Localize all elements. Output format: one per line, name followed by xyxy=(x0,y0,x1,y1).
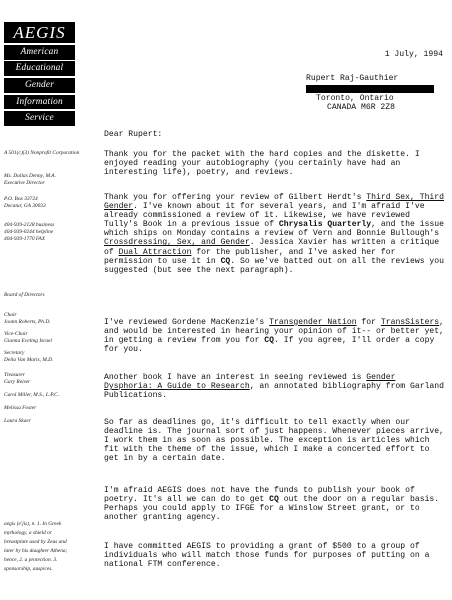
p3-text-a: I've reviewed Gordene MacKenzie's xyxy=(104,318,270,327)
chair-label: Chair xyxy=(4,312,17,318)
paragraph-5 xyxy=(104,418,448,463)
phone-fax: 404-939-1770 FAX xyxy=(4,236,46,243)
phone-helpline: 404-939-0244 helpline xyxy=(4,229,54,236)
magazine-title-chrysalis: Chrysalis Quarterly xyxy=(278,220,372,230)
recipient-country: CANADA M6R 2Z8 xyxy=(327,103,395,112)
paragraph-6 xyxy=(104,486,448,522)
board-chair xyxy=(4,312,86,326)
board-vice-chair xyxy=(4,331,86,345)
magazine-title-transsisters: TransSisters xyxy=(380,318,440,327)
cq-title: CQ xyxy=(220,256,231,266)
phone-business: 404-939-2128 business xyxy=(4,222,55,228)
aegis-definition: aegis (e'jis), n. 1. In Greek mythology, a shield or breastplate used by Zeus and later by his daughter Athena; hence, 2. a protection. 3. sponsorship, auspices. xyxy=(4,521,68,572)
p2-text-f: . So we've batted out on all the reviews you suggested (but see the next paragraph). xyxy=(104,256,445,275)
paragraph-3 xyxy=(104,318,448,354)
salutation: Dear Rupert: xyxy=(104,130,163,139)
vice-chair-name: Gianna Eveling Israel xyxy=(4,338,52,345)
paragraph-7 xyxy=(104,542,448,569)
aegis-logo xyxy=(4,22,75,128)
letter-date: 1 July, 1994 xyxy=(384,50,443,59)
paragraph-4 xyxy=(104,373,448,400)
secretary-name: Delia Van Maris, M.D. xyxy=(4,357,54,364)
p6-text-a: I'm afraid AEGIS does not have the funds to publish your book of poetry. It's all we can do to get xyxy=(104,486,415,505)
recipient-name: Rupert Raj-Gauthier xyxy=(306,74,399,83)
p2-text-b: . I've known about it for several years, and I'm afraid I've already commissioned a review of it. Likewise, we have reviewed Tully's Book in a previous issue of xyxy=(104,202,425,230)
director-block xyxy=(4,173,86,187)
book-title-transgender-nation: Transgender Nation xyxy=(269,318,357,327)
paragraph-1 xyxy=(104,150,448,177)
chair-name: Joann Roberts, Ph.D. xyxy=(4,319,51,326)
board-secretary xyxy=(4,350,86,364)
director-title: Executive Director xyxy=(4,180,45,187)
cq-title: CQ xyxy=(264,336,275,346)
paragraph-5-text: So far as deadlines go, it's difficult to tell exactly when our deadline is. The journal sort of just happens. Whenever pieces arrive, I work them in as soon as possible. The exception is articles which fit with the theme of the issue, which I make a concerted effort to get in by a certain date. xyxy=(104,418,444,464)
p2-text-a: Thank you for offering your review of Gilbert Herdt's xyxy=(104,193,367,202)
p2-text-c: , and the issue which ships on Monday contains a review of Vern and Bonnie Bullough's xyxy=(104,220,445,239)
vice-chair-label: Vice-Chair xyxy=(4,331,28,337)
board-member-1: Carol Miller, M.S., L.P.C. xyxy=(4,392,60,398)
p3-text-d: . If you agree, I'll order a copy for you. xyxy=(104,336,435,355)
board-treasurer xyxy=(4,372,86,386)
logo-line-american: American xyxy=(4,45,75,60)
paragraph-2 xyxy=(104,193,448,275)
redacted-street-address xyxy=(306,85,434,93)
p2-text-e: for the publisher, and I've asked her for permission to use it in xyxy=(104,247,396,266)
paragraph-7-text: I have committed AEGIS to providing a grant of $500 to a group of individuals who will match those funds for purposes of putting on a national FTM conference. xyxy=(104,542,430,570)
p3-text-c: , and would be interested in hearing your opinion of it-- or better yet, in getting a review from you for xyxy=(104,318,445,346)
org-address xyxy=(4,196,86,210)
board-heading: Board of Directors xyxy=(4,292,45,298)
logo-title: AEGIS xyxy=(4,22,75,43)
paragraph-1-text: Thank you for the packet with the hard copies and the diskette. I enjoyed reading your autobiography (you certainly have had an interesting life), poetry, and reviews. xyxy=(104,150,420,178)
book-title-gender-dysphoria: Gender Dysphoria: A Guide to Research xyxy=(104,373,396,392)
book-title-crossdressing: Crossdressing, Sex, and Gender xyxy=(104,238,250,248)
address-line2: Decatur, GA 30033 xyxy=(4,203,46,210)
logo-line-gender: Gender xyxy=(4,78,75,93)
director-name: Ms. Dallas Denny, M.A. xyxy=(4,173,56,179)
board-member-3: Laura Skaer xyxy=(4,418,31,424)
treasurer-name: Gary Reiser xyxy=(4,379,31,386)
treasurer-label: Treasurer xyxy=(4,372,25,378)
book-title-dual-attraction: Dual Attraction xyxy=(118,247,192,257)
p4-text-a: Another book I have an interest in seeing reviewed is xyxy=(104,373,367,382)
logo-line-information: Information xyxy=(4,95,75,110)
secretary-label: Secretary xyxy=(4,350,25,356)
board-member-2: Melissa Foster xyxy=(4,405,37,411)
org-phones xyxy=(4,222,86,244)
org-type: A 501(c)(3) Nonprofit Corporation xyxy=(4,150,80,156)
p4-text-b: , an annotated bibliography from Garland Publications. xyxy=(104,382,445,401)
p2-text-d: . Jessica Xavier has written a critique of xyxy=(104,238,440,257)
p3-text-b: for xyxy=(356,318,381,327)
logo-line-educational: Educational xyxy=(4,61,75,76)
recipient-city: Toronto, Ontario xyxy=(316,93,394,103)
logo-line-service: Service xyxy=(4,111,75,126)
p6-text-b: out the door on a regular basis. Perhaps you could apply to IFGE for a Winslow Street grant, or to another granting agency. xyxy=(104,495,440,523)
recipient-address xyxy=(306,74,434,113)
book-title-third-sex: Third Sex, Third Gender xyxy=(104,193,444,212)
address-line1: P.O. Box 33724 xyxy=(4,196,38,202)
cq-title: CQ xyxy=(269,495,279,505)
